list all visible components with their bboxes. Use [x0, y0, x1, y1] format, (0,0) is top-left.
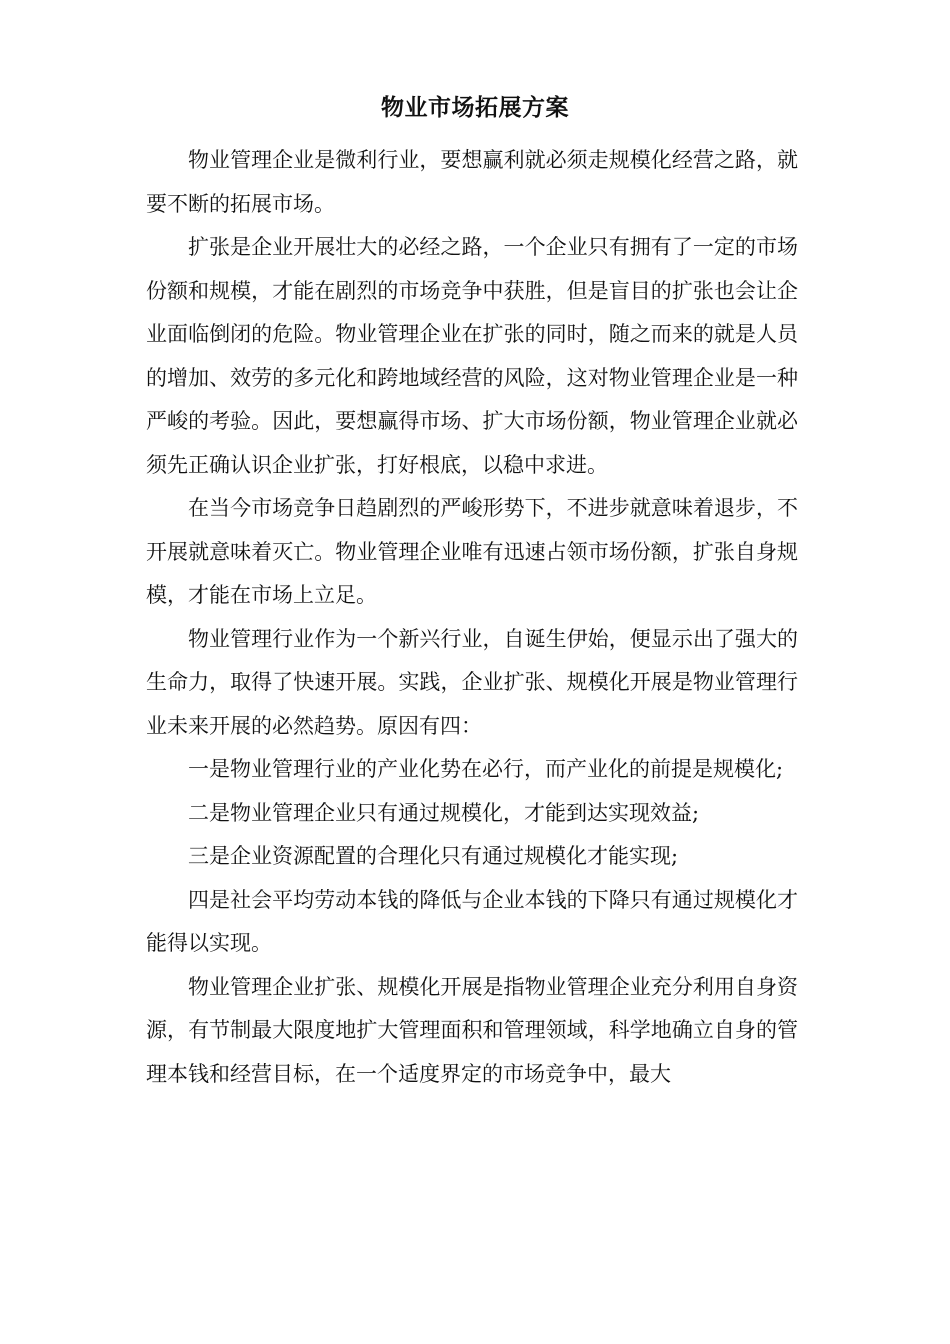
paragraph: 一是物业管理行业的产业化势在必行，而产业化的前提是规模化;	[188, 757, 784, 781]
document-title: 物业市场拓展方案	[381, 94, 569, 121]
document-body	[146, 139, 798, 1096]
paragraph: 物业管理行业作为一个新兴行业，自诞生伊始，便显示出了强大的生命力，取得了快速开展。实践，企业扩张、规模化开展是物业管理行业未来开展的必然趋势。原因有四：	[146, 626, 798, 738]
paragraph: 二是物业管理企业只有通过规模化，才能到达实现效益;	[188, 800, 700, 825]
paragraph: 三是企业资源配置的合理化只有通过规模化才能实现;	[188, 844, 679, 868]
paragraph: 在当今市场竞争日趋剧烈的严峻形势下，不进步就意味着退步，不开展就意味着灭亡。物业管理企业唯有迅速占领市场份额，扩张自身规模，才能在市场上立足。	[146, 496, 798, 607]
paragraph: 物业管理企业是微利行业，要想赢利就必须走规模化经营之路，就要不断的拓展市场。	[146, 148, 798, 216]
paragraph: 四是社会平均劳动本钱的降低与企业本钱的下降只有通过规模化才能得以实现。	[146, 887, 798, 955]
paragraph: 物业管理企业扩张、规模化开展是指物业管理企业充分利用自身资源，有节制最大限度地扩大管理面积和管理领域，科学地确立自身的管理本钱和经营目标，在一个适度界定的市场竞争中，最大	[146, 974, 798, 1086]
paragraph: 扩张是企业开展壮大的必经之路，一个企业只有拥有了一定的市场份额和规模，才能在剧烈的市场竞争中获胜，但是盲目的扩张也会让企业面临倒闭的危险。物业管理企业在扩张的同时，随之而来的就是人员的增加、效劳的多元化和跨地域经营的风险，这对物业管理企业是一种严峻的考验。因此，要想赢得市场、扩大市场份额，物业管理企业就必须先正确认识企业扩张，打好根底，以稳中求进。	[146, 235, 798, 477]
